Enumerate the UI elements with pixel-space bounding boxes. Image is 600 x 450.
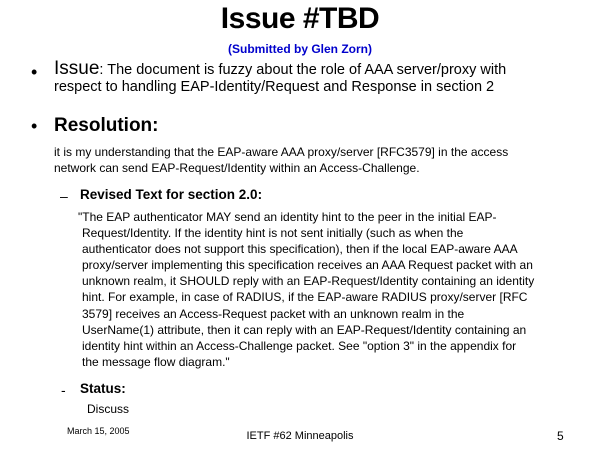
issue-item xyxy=(54,60,594,96)
revised-line: proxy/server implementing this specification receives an AAA Request packet with an xyxy=(82,258,533,273)
revised-line: unknown realm, it SHOULD reply with an EAP-Request/Identity containing an identity xyxy=(82,274,535,289)
revised-text-body xyxy=(78,209,596,370)
revised-line: hint. For example, in case of RADIUS, if the EAP-aware RADIUS proxy/server [RFC xyxy=(82,290,528,305)
resolution-label: Resolution: xyxy=(54,115,159,136)
revised-line: 3579] receives an Access-Request packet with an unknown realm in the xyxy=(82,306,465,321)
resolution-text-line2: network can send EAP-Request/Identity within an Access-Challenge. xyxy=(54,161,420,175)
revised-line: "The EAP authenticator MAY send an identity hint to the peer in the initial EAP- xyxy=(78,210,497,224)
revised-line: Request/Identity. If the identity hint is not sent initially (such as when the xyxy=(82,226,464,241)
issue-text-line1: : The document is fuzzy about the role of AAA server/proxy with xyxy=(99,62,507,78)
dash-bullet: - xyxy=(61,382,66,398)
bullet-icon: • xyxy=(31,62,38,82)
slide-subtitle: (Submitted by Glen Zorn) xyxy=(228,42,372,56)
status-label: Status: xyxy=(80,381,126,396)
issue-text-line2: respect to handling EAP-Identity/Request and Response in section 2 xyxy=(54,79,495,95)
resolution-text-line1: it is my understanding that the EAP-aware AAA proxy/server [RFC3579] in the access xyxy=(54,145,509,159)
revised-text-label: Revised Text for section 2.0: xyxy=(80,187,263,202)
revised-line: UserName(1) attribute, then it can reply with an EAP-Request/Identity containing an xyxy=(82,322,527,337)
resolution-text xyxy=(54,144,599,176)
footer-page-number: 5 xyxy=(557,429,564,443)
footer-date: March 15, 2005 xyxy=(67,426,130,436)
dash-bullet: – xyxy=(60,188,68,204)
revised-line: authenticator does not support this specification), then if the local EAP-aware AAA xyxy=(82,242,518,257)
status-value: Discuss xyxy=(87,402,130,416)
bullet-icon: • xyxy=(31,116,38,136)
issue-label: Issue xyxy=(54,58,100,79)
revised-line: identity hint within an Access-Challenge packet. See "option 3" in the appendix for xyxy=(82,338,517,353)
revised-line: the message flow diagram." xyxy=(82,354,230,369)
footer-event: IETF #62 Minneapolis xyxy=(246,430,354,442)
slide-title: Issue #TBD xyxy=(220,2,380,35)
